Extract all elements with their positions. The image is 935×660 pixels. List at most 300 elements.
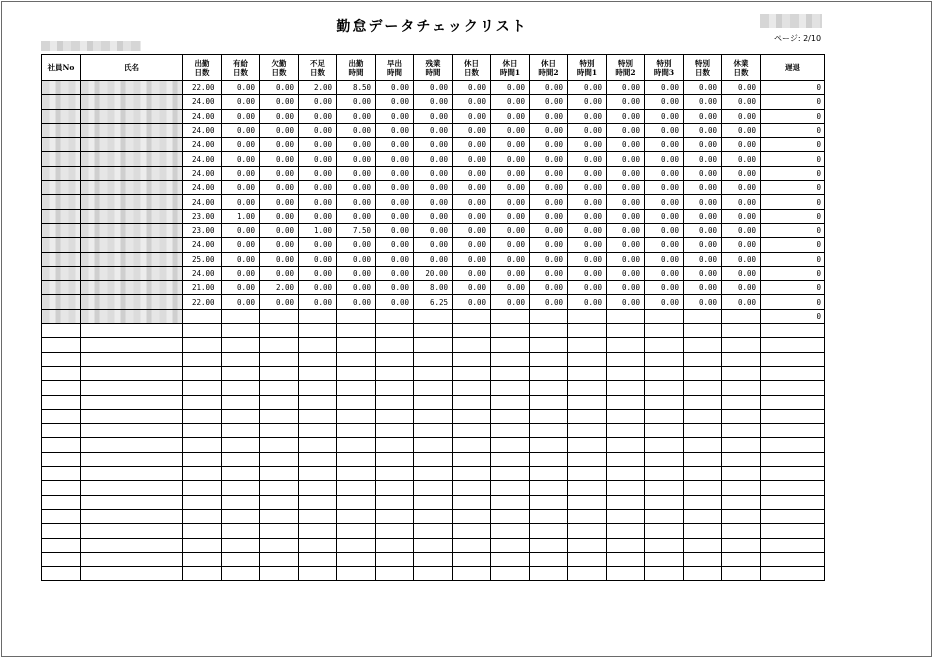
cell-early-hours: 0.00 <box>376 138 414 152</box>
cell-attend-days: 24.00 <box>183 152 222 166</box>
cell-special-hours2 <box>607 495 645 509</box>
cell-special-hours2 <box>607 366 645 380</box>
cell-special-days <box>684 352 722 366</box>
cell-emp-no <box>42 524 81 538</box>
cell-holiday-work-days: 0.00 <box>722 266 761 280</box>
cell-absence-days <box>260 524 299 538</box>
cell-holiday-days <box>453 495 491 509</box>
cell-attend-days: 24.00 <box>183 195 222 209</box>
cell-special-hours1: 0.00 <box>568 209 607 223</box>
cell-special-hours2 <box>607 524 645 538</box>
cell-holiday-hours2 <box>530 424 568 438</box>
cell-emp-no <box>42 381 81 395</box>
cell-holiday-days: 0.00 <box>453 81 491 95</box>
cell-special-hours3 <box>645 524 684 538</box>
cell-holiday-work-days <box>722 452 761 466</box>
cell-deduction: 0 <box>761 295 825 309</box>
table-row <box>42 123 825 137</box>
cell-attend-days: 24.00 <box>183 181 222 195</box>
cell-holiday-hours2: 0.00 <box>530 81 568 95</box>
column-header-name: 氏名 <box>81 55 183 81</box>
cell-holiday-hours2: 0.00 <box>530 123 568 137</box>
cell-holiday-hours2 <box>530 467 568 481</box>
cell-early-hours <box>376 424 414 438</box>
cell-holiday-hours2 <box>530 381 568 395</box>
cell-special-hours2: 0.00 <box>607 109 645 123</box>
cell-special-hours3: 0.00 <box>645 281 684 295</box>
table-row <box>42 109 825 123</box>
cell-attend-hours <box>337 324 376 338</box>
cell-holiday-hours1: 0.00 <box>491 95 530 109</box>
cell-attend-hours: 0.00 <box>337 109 376 123</box>
cell-early-hours <box>376 395 414 409</box>
cell-special-hours2 <box>607 567 645 581</box>
cell-special-hours1: 0.00 <box>568 195 607 209</box>
cell-paid-leave-days: 0.00 <box>222 109 260 123</box>
table-row <box>42 509 825 523</box>
cell-late-hours <box>414 467 453 481</box>
cell-attend-days <box>183 438 222 452</box>
cell-special-hours3: 0.00 <box>645 295 684 309</box>
cell-special-days <box>684 424 722 438</box>
cell-shortage-days <box>299 495 337 509</box>
cell-holiday-hours1 <box>491 381 530 395</box>
cell-deduction <box>761 338 825 352</box>
cell-late-hours <box>414 366 453 380</box>
cell-attend-hours: 0.00 <box>337 295 376 309</box>
cell-paid-leave-days <box>222 381 260 395</box>
cell-special-hours3: 0.00 <box>645 123 684 137</box>
cell-early-hours: 0.00 <box>376 295 414 309</box>
cell-early-hours <box>376 366 414 380</box>
cell-absence-days <box>260 424 299 438</box>
cell-holiday-work-days <box>722 438 761 452</box>
redacted-name <box>81 166 183 180</box>
column-header-holiday-days: 休日 日数 <box>453 55 491 81</box>
cell-holiday-hours2 <box>530 495 568 509</box>
cell-shortage-days: 0.00 <box>299 195 337 209</box>
cell-attend-hours: 0.00 <box>337 238 376 252</box>
cell-holiday-hours1 <box>491 366 530 380</box>
cell-late-hours <box>414 438 453 452</box>
redacted-name <box>81 152 183 166</box>
cell-holiday-days <box>453 438 491 452</box>
cell-attend-days <box>183 381 222 395</box>
cell-name <box>81 424 183 438</box>
cell-holiday-hours1 <box>491 495 530 509</box>
table-row <box>42 209 825 223</box>
cell-late-hours: 0.00 <box>414 152 453 166</box>
cell-paid-leave-days <box>222 409 260 423</box>
cell-holiday-work-days: 0.00 <box>722 209 761 223</box>
cell-special-days <box>684 381 722 395</box>
cell-shortage-days: 1.00 <box>299 223 337 237</box>
cell-paid-leave-days: 0.00 <box>222 166 260 180</box>
cell-late-hours <box>414 524 453 538</box>
cell-holiday-work-days: 0.00 <box>722 81 761 95</box>
cell-absence-days: 0.00 <box>260 252 299 266</box>
cell-holiday-hours1 <box>491 524 530 538</box>
cell-shortage-days: 0.00 <box>299 266 337 280</box>
cell-shortage-days <box>299 352 337 366</box>
cell-shortage-days <box>299 538 337 552</box>
cell-attend-days <box>183 538 222 552</box>
cell-deduction: 0 <box>761 195 825 209</box>
cell-holiday-work-days: 0.00 <box>722 95 761 109</box>
cell-emp-no <box>42 481 81 495</box>
cell-special-hours1: 0.00 <box>568 281 607 295</box>
cell-special-hours1: 0.00 <box>568 152 607 166</box>
cell-attend-days: 22.00 <box>183 81 222 95</box>
redacted-name <box>81 195 183 209</box>
cell-attend-hours <box>337 338 376 352</box>
cell-special-hours1: 0.00 <box>568 123 607 137</box>
cell-special-days: 0.00 <box>684 81 722 95</box>
cell-holiday-hours2 <box>530 395 568 409</box>
table-row <box>42 352 825 366</box>
cell-holiday-work-days <box>722 509 761 523</box>
cell-holiday-hours2: 0.00 <box>530 109 568 123</box>
column-header-special-hours2: 特別 時間2 <box>607 55 645 81</box>
cell-name <box>81 366 183 380</box>
cell-early-hours <box>376 509 414 523</box>
cell-early-hours: 0.00 <box>376 152 414 166</box>
cell-special-hours1 <box>568 481 607 495</box>
cell-holiday-hours1 <box>491 438 530 452</box>
cell-attend-days <box>183 409 222 423</box>
cell-emp-no <box>42 352 81 366</box>
cell-deduction <box>761 409 825 423</box>
cell-shortage-days: 0.00 <box>299 181 337 195</box>
table-row <box>42 81 825 95</box>
cell-special-days <box>684 309 722 323</box>
cell-special-days <box>684 552 722 566</box>
cell-holiday-days: 0.00 <box>453 138 491 152</box>
cell-attend-hours: 0.00 <box>337 281 376 295</box>
cell-paid-leave-days: 0.00 <box>222 238 260 252</box>
cell-special-hours2 <box>607 509 645 523</box>
cell-deduction <box>761 366 825 380</box>
cell-holiday-hours2: 0.00 <box>530 266 568 280</box>
redacted-emp-no <box>42 166 81 180</box>
cell-paid-leave-days <box>222 352 260 366</box>
cell-attend-hours: 0.00 <box>337 95 376 109</box>
cell-holiday-days: 0.00 <box>453 266 491 280</box>
cell-special-hours3: 0.00 <box>645 181 684 195</box>
cell-special-hours1 <box>568 424 607 438</box>
cell-holiday-hours2 <box>530 352 568 366</box>
cell-holiday-hours2 <box>530 481 568 495</box>
cell-special-days <box>684 567 722 581</box>
cell-shortage-days <box>299 324 337 338</box>
cell-holiday-days <box>453 324 491 338</box>
cell-holiday-work-days: 0.00 <box>722 123 761 137</box>
cell-name <box>81 467 183 481</box>
total-deduction: 0 <box>761 309 825 323</box>
cell-early-hours <box>376 309 414 323</box>
table-row <box>42 138 825 152</box>
cell-early-hours: 0.00 <box>376 109 414 123</box>
table-row <box>42 481 825 495</box>
cell-holiday-days <box>453 409 491 423</box>
cell-holiday-hours2 <box>530 366 568 380</box>
cell-name <box>81 324 183 338</box>
cell-paid-leave-days <box>222 552 260 566</box>
cell-special-hours1 <box>568 366 607 380</box>
cell-attend-hours <box>337 381 376 395</box>
cell-special-hours1 <box>568 381 607 395</box>
cell-shortage-days: 0.00 <box>299 166 337 180</box>
cell-special-days <box>684 366 722 380</box>
cell-deduction <box>761 352 825 366</box>
cell-holiday-hours1: 0.00 <box>491 166 530 180</box>
cell-special-days <box>684 338 722 352</box>
cell-absence-days: 0.00 <box>260 209 299 223</box>
cell-early-hours: 0.00 <box>376 123 414 137</box>
column-header-late-hours: 残業 時間 <box>414 55 453 81</box>
cell-shortage-days <box>299 309 337 323</box>
cell-late-hours: 0.00 <box>414 252 453 266</box>
cell-deduction: 0 <box>761 166 825 180</box>
cell-deduction <box>761 538 825 552</box>
cell-holiday-work-days <box>722 538 761 552</box>
table-row <box>42 424 825 438</box>
cell-special-hours1: 0.00 <box>568 266 607 280</box>
cell-name <box>81 352 183 366</box>
cell-holiday-days: 0.00 <box>453 209 491 223</box>
cell-late-hours: 0.00 <box>414 166 453 180</box>
cell-special-hours3 <box>645 452 684 466</box>
cell-early-hours: 0.00 <box>376 209 414 223</box>
cell-late-hours: 0.00 <box>414 109 453 123</box>
redacted-name <box>81 223 183 237</box>
cell-special-hours3 <box>645 424 684 438</box>
cell-shortage-days <box>299 467 337 481</box>
cell-attend-days: 24.00 <box>183 109 222 123</box>
redacted-emp-no <box>42 295 81 309</box>
cell-attend-hours <box>337 424 376 438</box>
redacted-emp-no <box>42 181 81 195</box>
cell-holiday-days <box>453 309 491 323</box>
cell-holiday-days <box>453 467 491 481</box>
cell-paid-leave-days: 0.00 <box>222 152 260 166</box>
cell-holiday-work-days <box>722 424 761 438</box>
cell-special-hours2: 0.00 <box>607 95 645 109</box>
cell-attend-days <box>183 481 222 495</box>
cell-holiday-hours1 <box>491 467 530 481</box>
cell-holiday-work-days: 0.00 <box>722 238 761 252</box>
cell-early-hours: 0.00 <box>376 266 414 280</box>
table-row <box>42 524 825 538</box>
cell-holiday-hours2 <box>530 509 568 523</box>
cell-holiday-days <box>453 552 491 566</box>
cell-holiday-hours1: 0.00 <box>491 181 530 195</box>
table-row <box>42 552 825 566</box>
cell-attend-days <box>183 524 222 538</box>
cell-late-hours: 0.00 <box>414 195 453 209</box>
cell-emp-no <box>42 424 81 438</box>
cell-attend-days <box>183 495 222 509</box>
cell-deduction: 0 <box>761 95 825 109</box>
cell-special-hours3 <box>645 352 684 366</box>
cell-name <box>81 524 183 538</box>
cell-attend-hours <box>337 395 376 409</box>
cell-late-hours <box>414 567 453 581</box>
cell-absence-days <box>260 567 299 581</box>
cell-attend-days: 24.00 <box>183 123 222 137</box>
table-body <box>42 81 825 581</box>
cell-shortage-days: 0.00 <box>299 295 337 309</box>
cell-absence-days <box>260 538 299 552</box>
cell-special-hours1 <box>568 452 607 466</box>
redacted-emp-no <box>42 309 81 323</box>
cell-emp-no <box>42 438 81 452</box>
cell-special-hours3: 0.00 <box>645 209 684 223</box>
cell-special-hours2 <box>607 352 645 366</box>
cell-early-hours <box>376 467 414 481</box>
cell-special-hours1 <box>568 338 607 352</box>
cell-special-hours3 <box>645 481 684 495</box>
redacted-emp-no <box>42 281 81 295</box>
cell-special-hours2: 0.00 <box>607 281 645 295</box>
cell-holiday-days <box>453 424 491 438</box>
cell-paid-leave-days <box>222 538 260 552</box>
cell-paid-leave-days <box>222 467 260 481</box>
table-row <box>42 152 825 166</box>
cell-special-hours2: 0.00 <box>607 195 645 209</box>
cell-deduction <box>761 495 825 509</box>
cell-paid-leave-days <box>222 324 260 338</box>
cell-holiday-hours1: 0.00 <box>491 281 530 295</box>
cell-absence-days <box>260 381 299 395</box>
cell-holiday-days <box>453 538 491 552</box>
cell-emp-no <box>42 467 81 481</box>
cell-holiday-work-days: 0.00 <box>722 281 761 295</box>
column-header-shortage-days: 不足 日数 <box>299 55 337 81</box>
table-row <box>42 181 825 195</box>
cell-attend-hours <box>337 409 376 423</box>
cell-emp-no <box>42 366 81 380</box>
cell-attend-hours: 0.00 <box>337 166 376 180</box>
cell-late-hours <box>414 509 453 523</box>
cell-special-hours1 <box>568 538 607 552</box>
redacted-name <box>81 281 183 295</box>
cell-paid-leave-days: 0.00 <box>222 195 260 209</box>
cell-attend-hours <box>337 309 376 323</box>
cell-holiday-hours2 <box>530 567 568 581</box>
cell-attend-days <box>183 452 222 466</box>
cell-attend-hours: 0.00 <box>337 152 376 166</box>
cell-holiday-days: 0.00 <box>453 295 491 309</box>
cell-late-hours: 0.00 <box>414 138 453 152</box>
cell-special-hours1 <box>568 352 607 366</box>
cell-holiday-work-days <box>722 409 761 423</box>
cell-holiday-hours2 <box>530 338 568 352</box>
cell-special-days: 0.00 <box>684 266 722 280</box>
column-header-emp-no: 社員No <box>42 55 81 81</box>
cell-shortage-days <box>299 481 337 495</box>
cell-paid-leave-days <box>222 366 260 380</box>
cell-attend-days: 22.00 <box>183 295 222 309</box>
cell-late-hours: 0.00 <box>414 223 453 237</box>
column-header-paid-leave-days: 有給 日数 <box>222 55 260 81</box>
cell-absence-days <box>260 509 299 523</box>
cell-holiday-hours2: 0.00 <box>530 152 568 166</box>
cell-special-hours2 <box>607 381 645 395</box>
cell-holiday-hours1 <box>491 452 530 466</box>
redacted-company-name <box>760 14 822 28</box>
cell-special-hours2: 0.00 <box>607 223 645 237</box>
cell-special-hours1: 0.00 <box>568 109 607 123</box>
cell-special-days: 0.00 <box>684 123 722 137</box>
cell-paid-leave-days: 0.00 <box>222 123 260 137</box>
redacted-name <box>81 266 183 280</box>
cell-holiday-days: 0.00 <box>453 152 491 166</box>
cell-attend-days <box>183 352 222 366</box>
cell-absence-days <box>260 438 299 452</box>
cell-paid-leave-days: 0.00 <box>222 138 260 152</box>
cell-deduction: 0 <box>761 223 825 237</box>
cell-holiday-work-days <box>722 309 761 323</box>
cell-shortage-days: 0.00 <box>299 238 337 252</box>
cell-special-days: 0.00 <box>684 166 722 180</box>
cell-shortage-days <box>299 438 337 452</box>
redacted-name <box>81 309 183 323</box>
cell-special-days <box>684 324 722 338</box>
cell-emp-no <box>42 509 81 523</box>
cell-absence-days <box>260 452 299 466</box>
table-row <box>42 295 825 309</box>
cell-shortage-days: 0.00 <box>299 109 337 123</box>
cell-deduction: 0 <box>761 109 825 123</box>
cell-holiday-work-days <box>722 481 761 495</box>
cell-special-hours3: 0.00 <box>645 252 684 266</box>
cell-special-hours2 <box>607 538 645 552</box>
cell-special-hours2: 0.00 <box>607 181 645 195</box>
cell-attend-hours <box>337 366 376 380</box>
cell-deduction: 0 <box>761 238 825 252</box>
cell-paid-leave-days <box>222 395 260 409</box>
cell-special-hours2 <box>607 324 645 338</box>
cell-holiday-work-days: 0.00 <box>722 181 761 195</box>
cell-attend-days: 24.00 <box>183 166 222 180</box>
cell-attend-hours <box>337 509 376 523</box>
cell-late-hours: 6.25 <box>414 295 453 309</box>
cell-holiday-work-days: 0.00 <box>722 138 761 152</box>
cell-emp-no <box>42 495 81 509</box>
cell-absence-days: 0.00 <box>260 123 299 137</box>
cell-holiday-hours1 <box>491 338 530 352</box>
cell-special-hours3 <box>645 338 684 352</box>
cell-attend-hours <box>337 495 376 509</box>
cell-name <box>81 381 183 395</box>
redacted-name <box>81 95 183 109</box>
table-row <box>42 452 825 466</box>
cell-absence-days <box>260 495 299 509</box>
cell-holiday-hours2 <box>530 538 568 552</box>
cell-emp-no <box>42 395 81 409</box>
cell-holiday-hours1 <box>491 481 530 495</box>
cell-name <box>81 338 183 352</box>
cell-special-hours1: 0.00 <box>568 252 607 266</box>
cell-special-days: 0.00 <box>684 223 722 237</box>
cell-holiday-hours2: 0.00 <box>530 166 568 180</box>
cell-attend-days: 23.00 <box>183 223 222 237</box>
cell-holiday-days <box>453 524 491 538</box>
redacted-name <box>81 81 183 95</box>
cell-name <box>81 495 183 509</box>
page-title: 勤怠データチェックリスト <box>336 19 528 35</box>
